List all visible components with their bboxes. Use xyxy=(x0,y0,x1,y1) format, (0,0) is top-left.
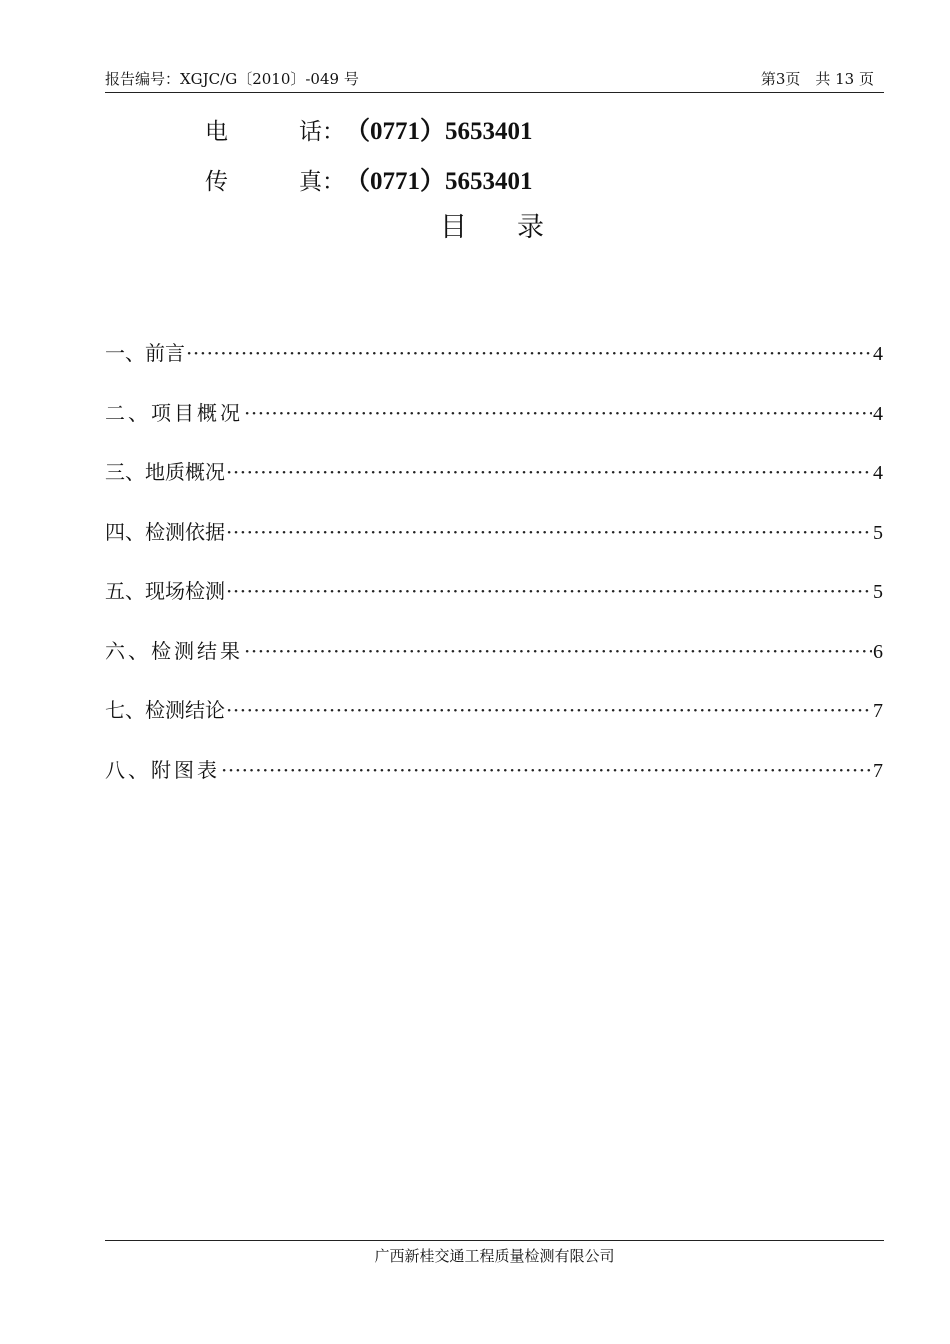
page-footer xyxy=(105,1240,884,1266)
toc-entry-label: 四、检测依据 xyxy=(105,519,225,544)
toc-entry-preface[interactable] xyxy=(105,336,883,396)
toc-entry-page: 4 xyxy=(873,402,883,425)
phone-label-char2: 话： xyxy=(299,119,345,145)
page-header xyxy=(105,66,884,93)
toc-entry-label: 一、前言 xyxy=(105,341,185,365)
fax-line xyxy=(205,167,533,197)
toc-entry-test-results[interactable] xyxy=(105,634,883,694)
toc-leader-dots xyxy=(226,515,872,549)
toc-entry-label: 七、检测结论 xyxy=(105,698,225,722)
toc-entry-project-overview[interactable] xyxy=(105,396,883,456)
toc-leader-dots xyxy=(244,634,872,668)
phone-line xyxy=(205,117,533,147)
toc-entry-page: 4 xyxy=(873,343,883,365)
toc-entry-geology-overview[interactable] xyxy=(105,455,883,515)
fax-label-char2: 真： xyxy=(299,169,345,195)
toc-entry-field-testing[interactable] xyxy=(105,574,883,634)
toc-entry-page: 5 xyxy=(873,521,883,544)
toc-leader-dots xyxy=(226,574,872,608)
phone-label-char1: 电 xyxy=(205,119,228,145)
toc-entry-page: 6 xyxy=(873,640,883,663)
toc-title: 目录 xyxy=(440,212,594,243)
report-number: 报告编号：XGJC/G〔2010〕-049 号 xyxy=(105,70,359,88)
toc-leader-dots xyxy=(226,455,872,489)
toc-entry-page: 5 xyxy=(873,581,883,603)
table-of-contents xyxy=(105,336,883,812)
toc-entry-conclusion[interactable] xyxy=(105,693,883,753)
toc-leader-dots xyxy=(226,693,872,727)
toc-leader-dots xyxy=(244,396,872,430)
toc-leader-dots xyxy=(186,336,872,370)
fax-number: （0771）5653401 xyxy=(345,168,533,195)
toc-entry-label: 三、地质概况 xyxy=(105,460,225,484)
page-indicator: 第3页 共 13 页 xyxy=(760,70,874,88)
toc-entry-page: 7 xyxy=(873,759,883,782)
toc-entry-test-basis[interactable] xyxy=(105,515,883,575)
company-name: 广西新桂交通工程质量检测有限公司 xyxy=(374,1247,615,1265)
fax-label-char1: 传 xyxy=(205,169,228,195)
toc-entry-page: 7 xyxy=(873,700,883,722)
toc-entry-page: 4 xyxy=(873,462,883,484)
toc-leader-dots xyxy=(221,753,872,787)
toc-entry-label: 二、项目概况 xyxy=(105,400,243,425)
toc-entry-label: 五、现场检测 xyxy=(105,579,225,603)
toc-entry-label: 六、检测结果 xyxy=(105,638,243,663)
phone-number: （0771）5653401 xyxy=(345,118,533,145)
toc-entry-appendix[interactable] xyxy=(105,753,883,813)
toc-entry-label: 八、附图表 xyxy=(105,757,220,782)
